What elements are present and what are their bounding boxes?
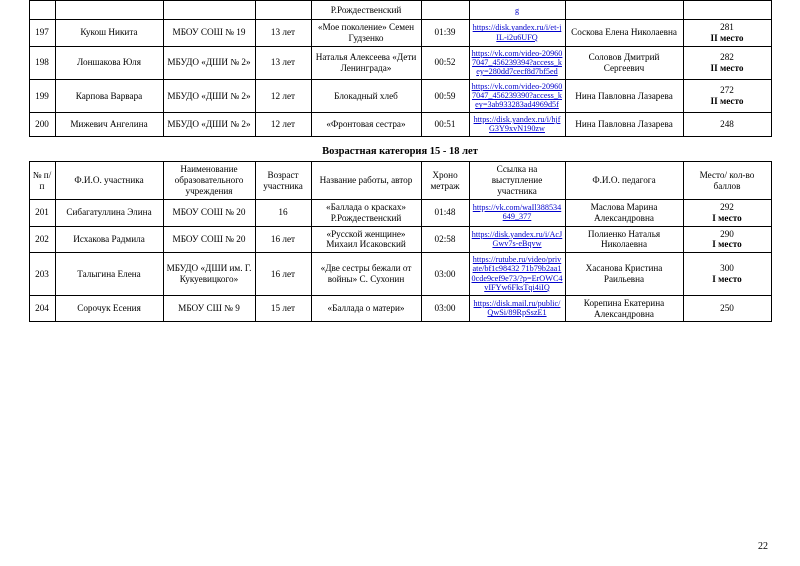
score-value: 281	[720, 22, 734, 32]
table-row	[29, 46, 771, 79]
performance-link[interactable]: https://disk.mail.ru/public/QwSi/89RpSszE1	[473, 299, 561, 318]
cell-score	[683, 253, 771, 295]
table-row	[29, 1, 771, 20]
cell-timing: 00:52	[421, 46, 469, 79]
cell-work: Блокадный хлеб	[311, 79, 421, 112]
page-number: 22	[758, 541, 768, 552]
header-score: Место/ кол-во баллов	[683, 162, 771, 200]
performance-link[interactable]: https://rutube.ru/video/private/bf1c98432 71b79b2aa10cde9cef9e73/?p=ErOWC4vIFYw6FksTqi4iIQ	[471, 255, 563, 292]
cell-institution: МБУДО «ДШИ № 2»	[163, 46, 255, 79]
cell-age: 13 лет	[255, 20, 311, 47]
cell-score	[683, 226, 771, 253]
performance-link[interactable]: https://disk.yandex.ru/i/et-jIL-i2u6UFQ	[472, 23, 562, 42]
cell-timing: 00:51	[421, 113, 469, 137]
cell-institution: МБОУ СОШ № 19	[163, 20, 255, 47]
header-participant: Ф.И.О. участника	[55, 162, 163, 200]
cell-score	[683, 20, 771, 47]
score-value: 292	[720, 201, 734, 212]
cell-teacher: Хасанова Кристина Раильевна	[565, 253, 683, 295]
table-row	[29, 199, 771, 226]
cell-institution: МБОУ СШ № 9	[163, 295, 255, 322]
score-value: 250	[720, 303, 734, 314]
table-row	[29, 113, 771, 137]
cell-link	[469, 79, 565, 112]
header-work: Название работы, автор	[311, 162, 421, 200]
score-value: 282	[720, 51, 734, 62]
cell-participant: Мижевич Ангелина	[55, 113, 163, 137]
cell-num: 200	[29, 113, 55, 137]
place-value: II место	[710, 32, 744, 43]
cell-institution	[163, 1, 255, 20]
header-teacher: Ф.И.О. педагога	[565, 162, 683, 200]
cell-link	[469, 199, 565, 226]
cell-link	[469, 20, 565, 47]
performance-link[interactable]: https://disk.yandex.ru/i/AcJGwv7s-eBqvw	[471, 229, 563, 249]
participants-table-part1	[29, 0, 772, 137]
cell-score	[683, 1, 771, 20]
cell-num: 201	[29, 199, 55, 226]
cell-num: 202	[29, 226, 55, 253]
cell-num: 197	[29, 20, 55, 47]
cell-age: 16 лет	[255, 253, 311, 295]
place-value: II место	[710, 62, 744, 73]
place-value: I место	[712, 212, 742, 223]
table-row	[29, 20, 771, 47]
table-row	[29, 295, 771, 322]
cell-institution: МБОУ СОШ № 20	[163, 226, 255, 253]
cell-link	[469, 113, 565, 137]
cell-work: «Баллада о матери»	[311, 295, 421, 322]
cell-num: 199	[29, 79, 55, 112]
cell-age: 16 лет	[255, 226, 311, 253]
header-age: Возраст участника	[255, 162, 311, 200]
cell-link	[469, 253, 565, 295]
cell-score	[683, 199, 771, 226]
cell-teacher: Полиенко Наталья Николаевна	[565, 226, 683, 253]
performance-link[interactable]: https://disk.yandex.ru/i/hjfG3Y9xvN190zw	[473, 115, 561, 134]
header-institution: Наименование образовательного учреждения	[163, 162, 255, 200]
cell-work: «Русской женщине» Михаил Исаковский	[311, 226, 421, 253]
cell-age: 16	[255, 199, 311, 226]
header-num: № п/п	[29, 162, 55, 200]
cell-link	[469, 295, 565, 322]
cell-teacher: Корепина Екатерина Александровна	[565, 295, 683, 322]
cell-age: 12 лет	[255, 113, 311, 137]
cell-teacher	[565, 1, 683, 20]
cell-institution: МБУДО «ДШИ № 2»	[163, 113, 255, 137]
table-row	[29, 253, 771, 295]
cell-score	[683, 46, 771, 79]
cell-timing	[421, 1, 469, 20]
cell-participant: Лоншакова Юля	[55, 46, 163, 79]
cell-participant: Сорочук Есения	[55, 295, 163, 322]
cell-teacher: Нина Павловна Лазарева	[565, 113, 683, 137]
cell-work: Наталья Алексеева «Дети Ленинграда»	[311, 46, 421, 79]
cell-timing: 02:58	[421, 226, 469, 253]
table-row	[29, 79, 771, 112]
cell-work: Р.Рождественский	[311, 1, 421, 20]
place-value: I место	[712, 239, 742, 250]
performance-link[interactable]: https://vk.com/waIl388534649_377	[472, 203, 562, 222]
cell-participant	[55, 1, 163, 20]
cell-timing: 03:00	[421, 295, 469, 322]
cell-work: «Мое поколение» Семен Гудзенко	[311, 20, 421, 47]
cell-institution: МБУДО «ДШИ им. Г. Кукуевицкого»	[163, 253, 255, 295]
cell-timing: 01:39	[421, 20, 469, 47]
table-header-row	[29, 162, 771, 200]
place-value: I место	[712, 273, 742, 284]
cell-age: 15 лет	[255, 295, 311, 322]
cell-participant: Кукош Никита	[55, 20, 163, 47]
cell-participant: Исхакова Радмила	[55, 226, 163, 253]
cell-num: 203	[29, 253, 55, 295]
cell-participant: Сибагатуллина Элина	[55, 199, 163, 226]
cell-link	[469, 46, 565, 79]
cell-institution: МБУДО «ДШИ № 2»	[163, 79, 255, 112]
cell-link	[469, 226, 565, 253]
cell-timing: 00:59	[421, 79, 469, 112]
cell-age	[255, 1, 311, 20]
cell-num: 204	[29, 295, 55, 322]
cell-num: 198	[29, 46, 55, 79]
cell-age: 13 лет	[255, 46, 311, 79]
cell-teacher: Нина Павловна Лазарева	[565, 79, 683, 112]
cell-participant: Карпова Варвара	[55, 79, 163, 112]
cell-score	[683, 79, 771, 112]
score-value: 300	[720, 263, 734, 274]
performance-link[interactable]: g	[514, 5, 520, 15]
participants-table-part2	[29, 161, 772, 322]
score-value: 272	[720, 85, 734, 96]
cell-work: «Баллада о красках» Р.Рождественский	[311, 199, 421, 226]
table-row	[29, 226, 771, 253]
performance-link[interactable]: https://vk.com/video-209607047_456239390?access_key=3ab933283ad4969d5f	[471, 81, 563, 110]
performance-link[interactable]: https://vk.com/video-209607047_456239394?access_key=280dd7cecf8d7bf5ed	[471, 48, 563, 77]
cell-num	[29, 1, 55, 20]
cell-institution: МБОУ СОШ № 20	[163, 199, 255, 226]
header-link: Ссылка на выступление участника	[469, 162, 565, 200]
cell-participant: Талыгина Елена	[55, 253, 163, 295]
cell-link	[469, 1, 565, 20]
cell-teacher: Соскова Елена Николаевна	[565, 20, 683, 47]
section-title: Возрастная категория 15 - 18 лет	[322, 146, 478, 158]
cell-work: «Две сестры бежали от войны» С. Сухонин	[311, 253, 421, 295]
cell-score	[683, 113, 771, 137]
cell-age: 12 лет	[255, 79, 311, 112]
score-value: 248	[720, 119, 734, 130]
header-timing: Хроно метраж	[421, 162, 469, 200]
cell-work: «Фронтовая сестра»	[311, 113, 421, 137]
cell-score	[683, 295, 771, 322]
cell-timing: 03:00	[421, 253, 469, 295]
cell-teacher: Соловов Дмитрий Сергеевич	[565, 46, 683, 79]
score-value: 290	[720, 228, 734, 239]
cell-timing: 01:48	[421, 199, 469, 226]
cell-teacher: Маслова Марина Александровна	[565, 199, 683, 226]
place-value: II место	[710, 96, 744, 107]
